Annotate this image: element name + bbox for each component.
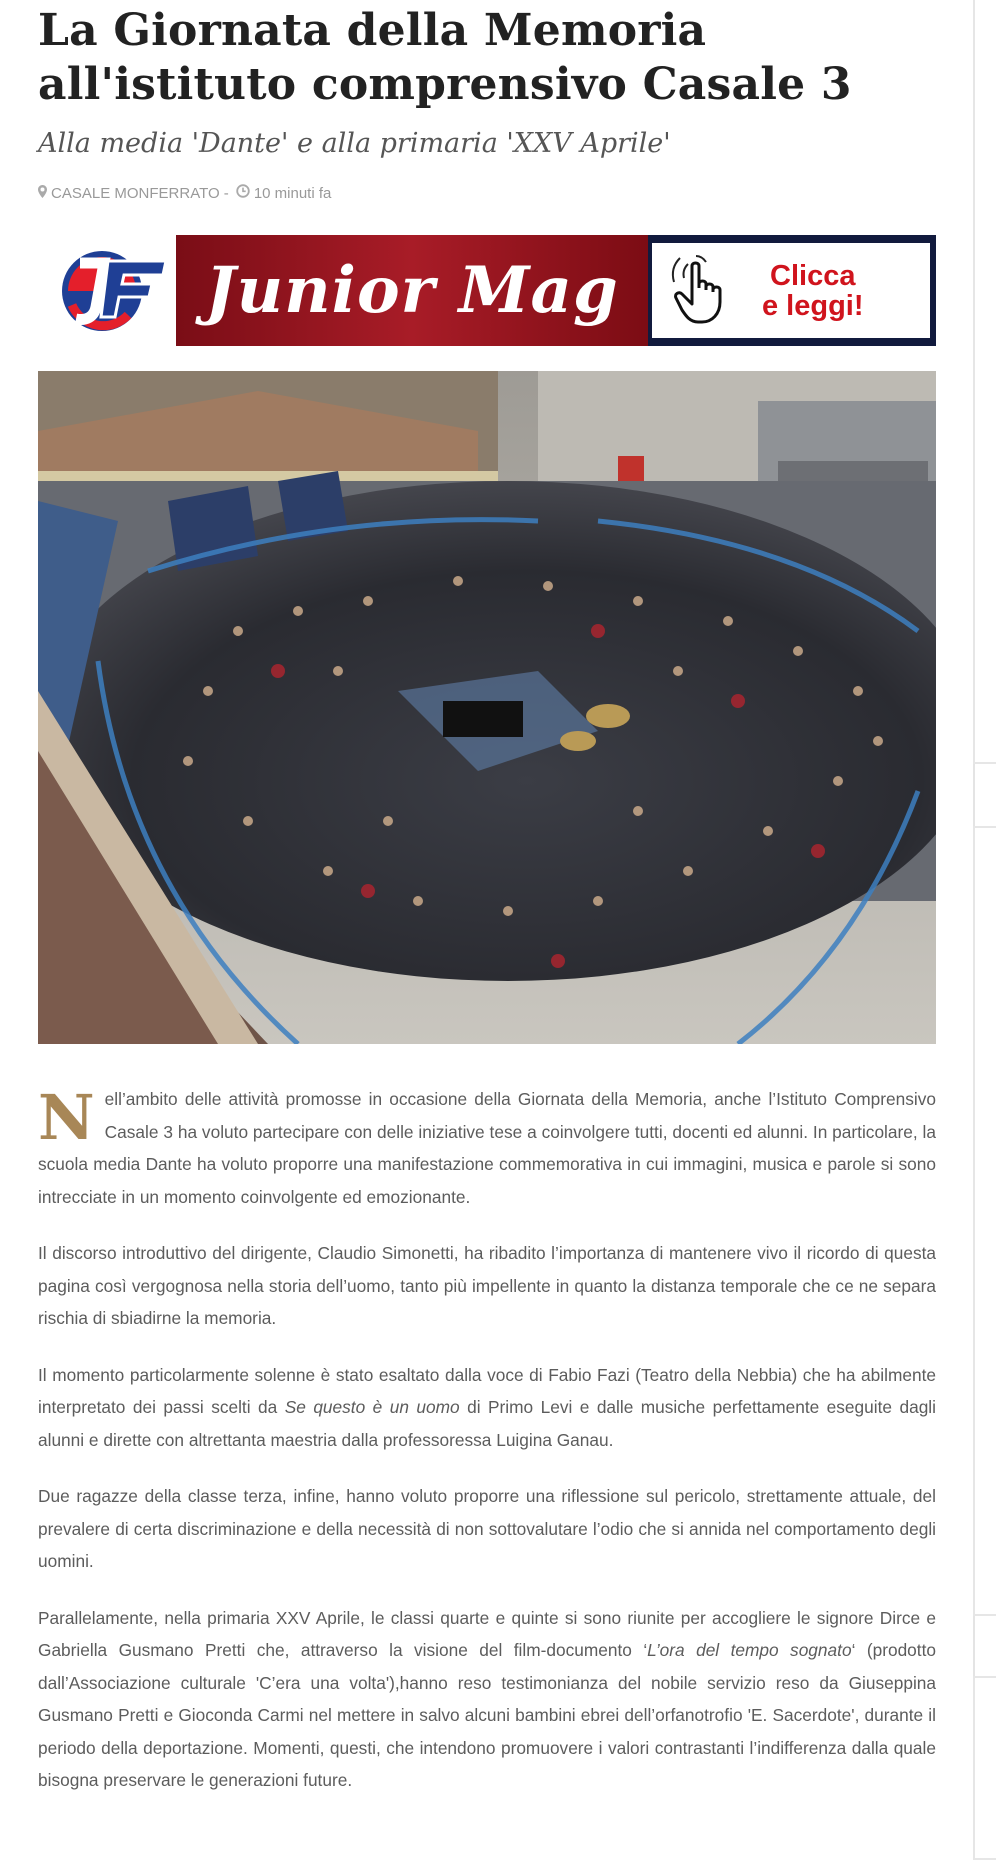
article-time: 10 minuti fa xyxy=(253,184,332,202)
paragraph: Il discorso introduttivo del dirigente, Claudio Simonetti, ha ribadito l’importanza di mantenere vivo il ricordo di questa pagina così vergognosa nella storia dell’uomo, tanto più impellente in quanto la distanza temporale che ce ne separa rischia di sbiadirne la memoria. xyxy=(38,1243,936,1328)
article-location[interactable]: CASALE MONFERRATO - xyxy=(51,184,229,202)
article-body xyxy=(38,1083,936,1821)
sidebar-widget xyxy=(973,826,996,1616)
junior-mag-banner[interactable] xyxy=(38,235,936,346)
article-title: La Giornata della Memoria all'istituto comprensivo Casale 3 xyxy=(38,5,852,110)
paragraph: Due ragazze della classe terza, infine, hanno voluto proporre una riflessione sul pericolo, strettamente attuale, del prevalere di certa discriminazione e della necessità di non sottovalutare l’odio che si annida nel comportamento degli uomini. xyxy=(38,1486,936,1571)
jf-logo xyxy=(38,235,176,346)
article-meta xyxy=(38,183,936,203)
drop-cap: N xyxy=(38,1081,95,1154)
cta-text: Clicca e leggi! xyxy=(762,259,864,322)
sidebar-widget xyxy=(973,0,996,764)
article-subtitle: Alla media 'Dante' e alla primaria 'XXV Aprile' xyxy=(38,128,671,159)
paragraph: Parallelamente, nella primaria XXV Aprile, le classi quarte e quinte si sono riunite per accogliere le signore Dirce e Gabriella Gusmano Pretti che, attraverso la visione del film-documento ‘L’ora del tempo sognato‘ (prodotto dall’Associazione culturale 'C’era una volta'),hanno reso testimonianza del nobile servizio reso da Giuseppina Gusmano Pretti e Gioconda Carmi nel mettere in salvo alcuni bambini ebrei dell’orfanotrofio 'E. Sacerdote', durante il periodo della deportazione. Momenti, questi, che intendono promuovere i valori contrastanti l’indifferenza dalla quale bisogna preservare le generazioni future. xyxy=(38,1607,937,1790)
article-photo xyxy=(38,371,936,1044)
paragraph: Nell’ambito delle attività promosse in occasione della Giornata della Memoria, anche l’Istituto Comprensivo Casale 3 ha voluto partecipare con delle iniziative tese a coinvolgere tutti, docenti ed alunni. In particolare, la scuola media Dante ha voluto proporre una manifestazione commemorativa in cui immagini, musica e parole si sono intrecciate in un momento coinvolgente ed emozionante. xyxy=(38,1081,936,1207)
banner-cta[interactable] xyxy=(648,235,936,346)
banner-title: Junior Mag xyxy=(176,235,648,346)
clock-icon xyxy=(236,184,250,202)
hand-pointer-icon xyxy=(662,248,744,333)
sidebar-widget xyxy=(973,1676,996,1860)
paragraph: Il momento particolarmente solenne è stato esaltato dalla voce di Fabio Fazi (Teatro della Nebbia) che ha abilmente interpretato dei passi scelti da Se questo è un uomo di Primo Levi e dalle musiche perfettamente eseguite dagli alunni e dirette con altrettanta maestria dalla professoressa Luigina Ganau. xyxy=(38,1364,936,1450)
article xyxy=(38,0,937,1790)
map-marker-icon xyxy=(38,185,47,202)
